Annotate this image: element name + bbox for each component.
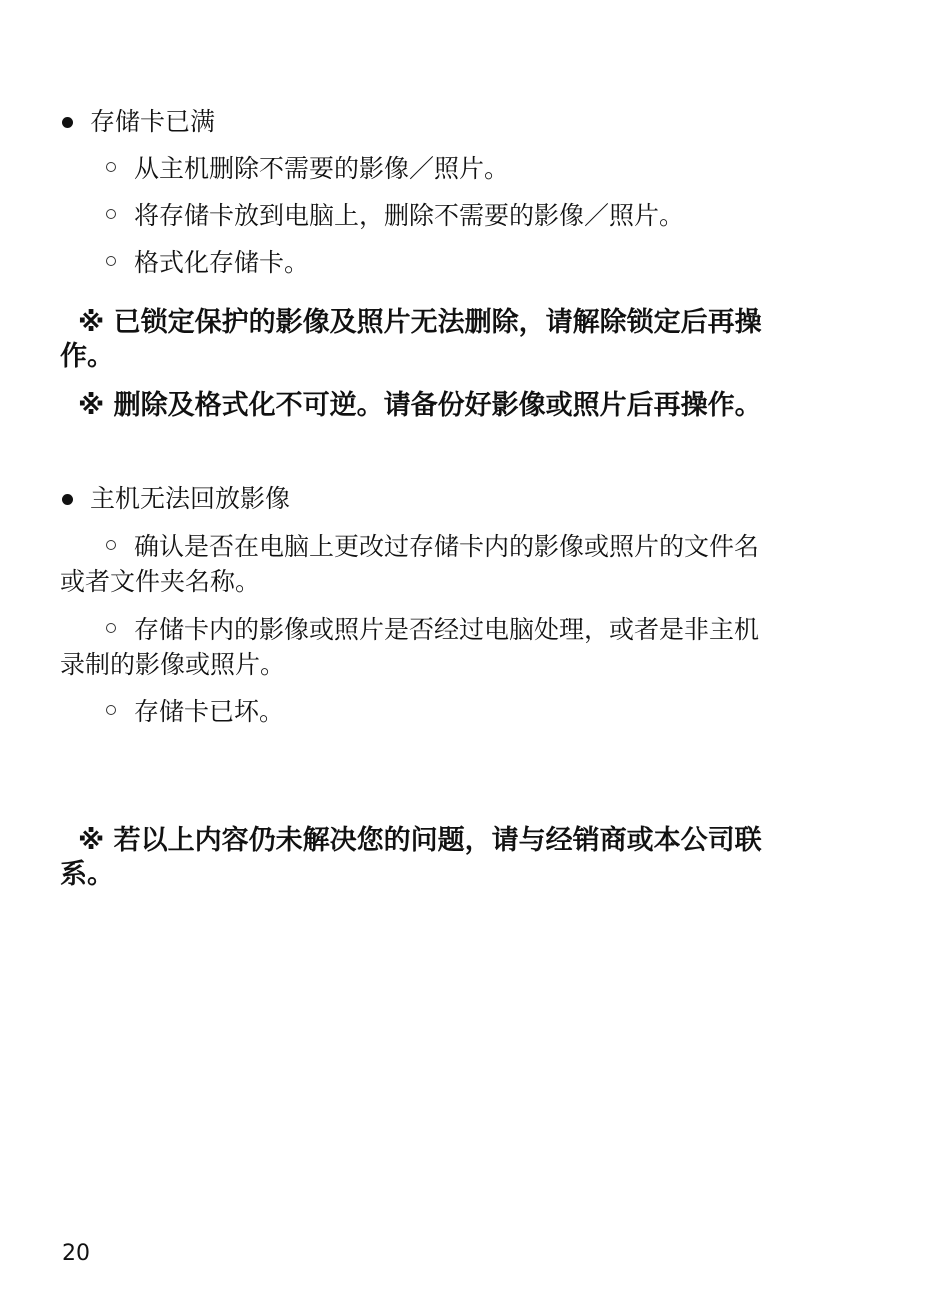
note-lock-line1: ※ 已锁定保护的影像及照片无法删除，请解除锁定后再操 [78, 307, 762, 338]
section1-item-1: 从主机删除不需要的影像／照片。 [134, 154, 510, 183]
circle-bullet-icon [106, 209, 116, 219]
section2-heading: 主机无法回放影像 [90, 484, 291, 513]
section1-heading: 存储卡已满 [90, 107, 216, 136]
circle-bullet-icon [106, 705, 116, 715]
section2-item-2-line2: 录制的影像或照片。 [60, 650, 286, 679]
circle-bullet-icon [106, 540, 116, 550]
section2-item-1-line2: 或者文件夹名称。 [60, 567, 261, 596]
section1-item-2: 将存储卡放到电脑上，删除不需要的影像／照片。 [134, 201, 685, 230]
section1-item-3: 格式化存储卡。 [134, 248, 310, 277]
note-lock-line2: 作。 [60, 341, 114, 372]
section2-item-1-line1: 确认是否在电脑上更改过存储卡内的影像或照片的文件名 [134, 532, 760, 561]
final-note-line1: ※ 若以上内容仍未解决您的问题，请与经销商或本公司联 [78, 825, 762, 856]
circle-bullet-icon [106, 256, 116, 266]
page-number: 20 [62, 1241, 90, 1266]
bullet-icon [62, 494, 73, 505]
note-irreversible: ※ 删除及格式化不可逆。请备份好影像或照片后再操作。 [78, 390, 762, 421]
section2-item-3: 存储卡已坏。 [134, 697, 285, 726]
section2-item-2-line1: 存储卡内的影像或照片是否经过电脑处理，或者是非主机 [134, 615, 760, 644]
bullet-icon [62, 117, 73, 128]
final-note-line2: 系。 [60, 859, 114, 890]
circle-bullet-icon [106, 623, 116, 633]
circle-bullet-icon [106, 162, 116, 172]
